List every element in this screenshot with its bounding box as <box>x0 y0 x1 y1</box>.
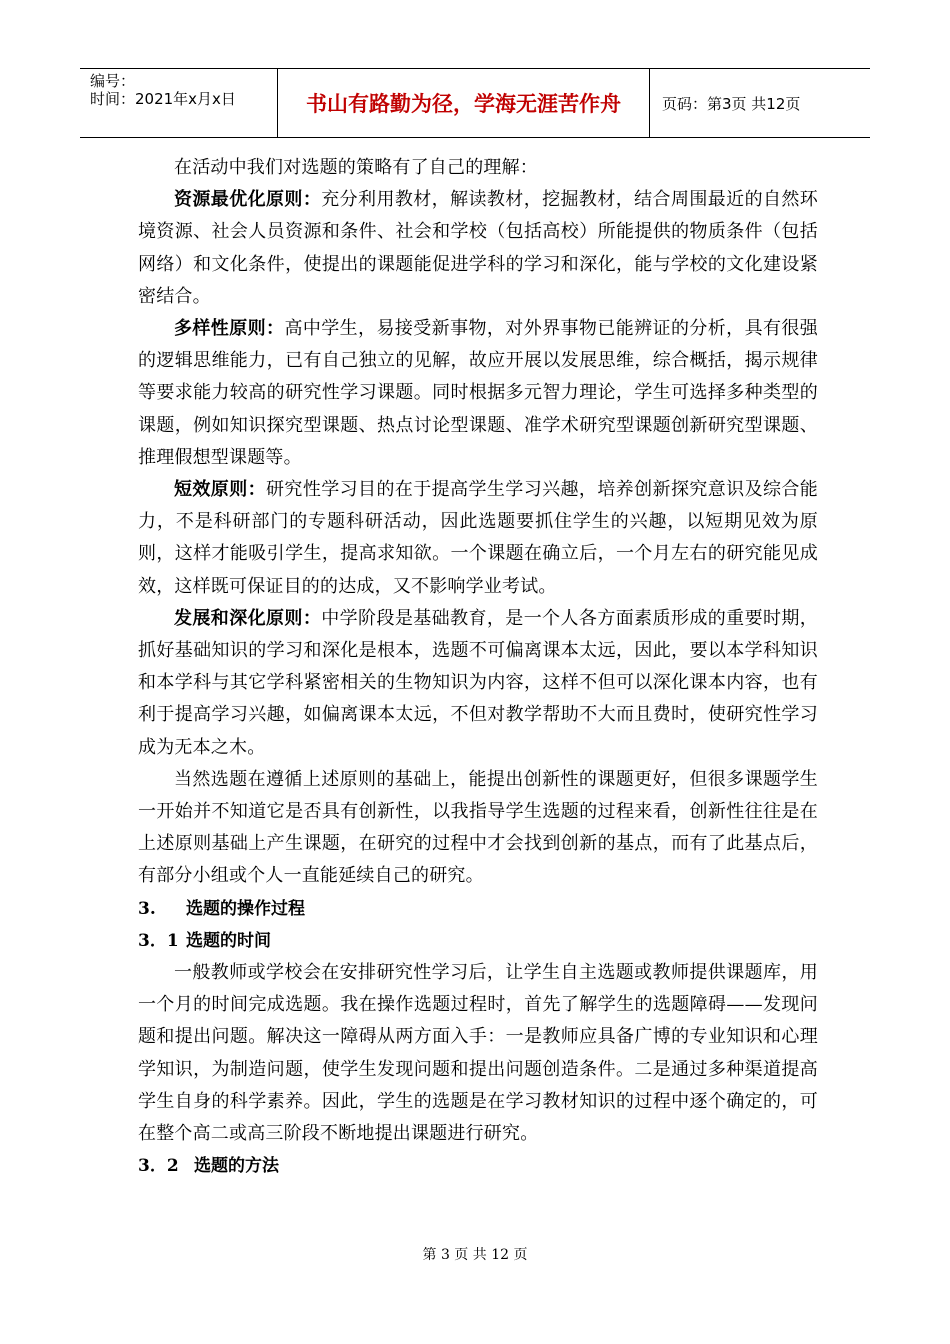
section-title: 选题的操作过程 <box>186 898 305 919</box>
paragraph-innovation <box>138 764 818 893</box>
paragraph-selection-time: 一般教师或学校会在安排研究性学习后，让学生自主选题或教师提供课题库，用一个月的时间完成选题。我在操作选题过程时，首先了解学生的选题障碍——发现问题和提出问题。解决这一障碍从两方面入手：一是教师应具备广博的专业知识和心理学知识，为制造问题，使学生发现问题和提出问题创造条件。二是通过多种渠道提高学生自身的科学素养。因此，学生的选题是在学习教材知识的过程中逐个确定的，可在整个高二或高三阶段不断地提出课题进行研究。 <box>138 962 818 1145</box>
paragraph-diversity-principle <box>138 313 818 474</box>
paragraph-text: 高中学生，易接受新事物，对外界事物已能辨证的分析，具有很强的逻辑思维能力，已有自己独立的见解，故应开展以发展思维，综合概括，揭示规律等要求能力较高的研究性学习课题。同时根据多元智力理论，学生可选择多种类型的课题，例如知识探究型课题、热点讨论型课题、准学术研究型课题创新研究型课题、推理假想型课题等。 <box>138 318 818 468</box>
paragraph-text: 当然选题在遵循上述原则的基础上，能提出创新性的课题更好，但很多课题学生一开始并不知道它是否具有创新性，以我指导学生选题的过程来看，创新性往往是在上述原则基础上产生课题，在研究的过程中才会找到创新的基点，而有了此基点后，有部分小组或个人一直能延续自己的研究。 <box>138 768 818 887</box>
paragraph-short-term-principle <box>138 474 818 603</box>
header-motto: 书山有路勤为径，学海无涯苦作舟 <box>278 69 650 137</box>
page-header <box>80 68 870 138</box>
header-meta <box>80 69 278 137</box>
section-heading-3 <box>138 893 818 925</box>
paragraph-text: 在活动中我们对选题的策略有了自己的理解： <box>174 157 538 178</box>
paragraph-development-principle <box>138 603 818 764</box>
section-number: 3．2 <box>138 1156 179 1177</box>
paragraph-lead: 资源最优化原则： <box>174 189 322 211</box>
header-page-info: 页码：第3页 共12页 <box>662 94 801 113</box>
date-line: 时间：2021年x月x日 <box>90 90 236 108</box>
page-footer: 第 3 页 共 12 页 <box>422 1247 528 1263</box>
paragraph-intro <box>138 152 818 184</box>
section-heading-3-1 <box>138 925 818 957</box>
paragraph-lead: 发展和深化原则： <box>174 607 322 629</box>
section-title: 选题的方法 <box>194 1156 279 1177</box>
paragraph-lead: 短效原则： <box>174 479 267 501</box>
paragraph-text: 充分利用教材，解读教材，挖掘教材，结合周围最近的自然环境资源、社会人员资源和条件、社会和学校（包括高校）所能提供的物质条件（包括网络）和文化条件，使提出的课题能促进学科的学习和深化，能与学校的文化建设紧密结合。 <box>138 189 818 307</box>
paragraph-text: 中学阶段是基础教育，是一个人各方面素质形成的重要时期，抓好基础知识的学习和深化是根本，选题不可偏离课本太远，因此，要以本学科知识和本学科与其它学科紧密相关的生物知识为内容，这样不但可以深化课本内容，也有利于提高学习兴趣，如偏离课本太远，不但对教学帮助不大而且费时，使研究性学习成为无本之木。 <box>138 607 818 758</box>
paragraph-text: 研究性学习目的在于提高学生学习兴趣，培养创新探究意识及综合能力，不是科研部门的专题科研活动，因此选题要抓住学生的兴趣，以短期见效为原则，这样才能吸引学生，提高求知欲。一个课题在确立后，一个月左右的研究能见成效，这样既可保证目的的达成，又不影响学业考试。 <box>138 479 818 597</box>
paragraph-lead: 多样性原则： <box>174 318 285 340</box>
section-number: 3. <box>138 898 156 919</box>
number-label: 编号： <box>90 72 136 90</box>
section-number: 3．1 <box>138 930 179 951</box>
document-body <box>138 152 818 1183</box>
section-heading-3-2 <box>138 1150 818 1182</box>
section-title: 选题的时间 <box>186 930 271 951</box>
paragraph-resource-principle <box>138 184 818 313</box>
